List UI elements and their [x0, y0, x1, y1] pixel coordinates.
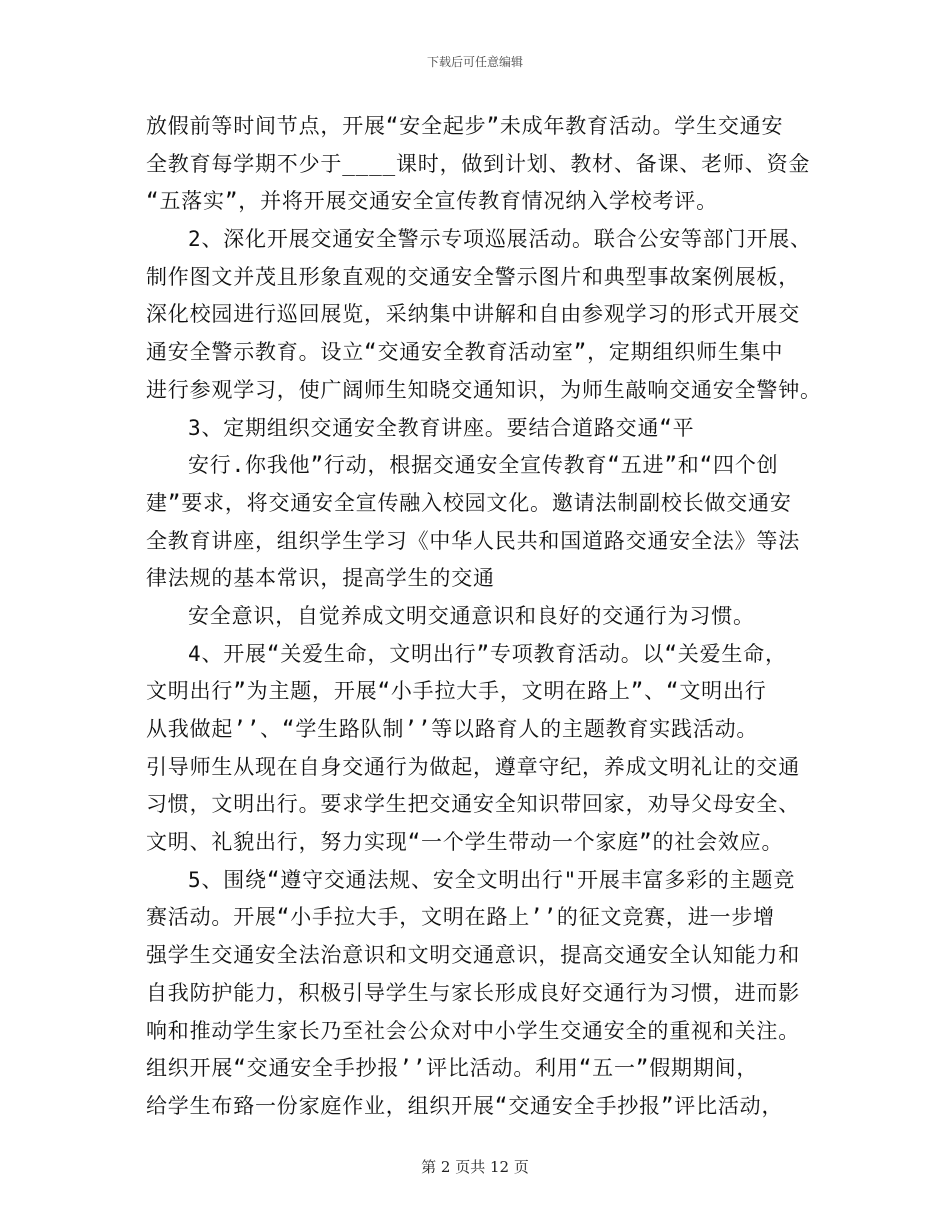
paragraph-4-start: 4、开展“关爱生命，文明出行”专项教育活动。以“关爱生命，	[188, 641, 787, 666]
page-header: 下载后可任意编辑	[426, 55, 523, 69]
text-line: 习惯，文明出行。要求学生把交通安全知识带回家，劝导父母安全、	[146, 792, 800, 817]
text-line: 文明出行”为主题，开展“小手拉大手，文明在路上”、“文明出行	[146, 679, 767, 704]
text-line: 自我防护能力，积极引导学生与家长形成良好交通行为习惯，进而影	[146, 980, 800, 1005]
body-text	[146, 108, 822, 1126]
text-line: 全教育每学期不少于____课时，做到计划、教材、备课、老师、资金	[146, 151, 811, 176]
text-line: 响和推动学生家长乃至社会公众对中小学生交通安全的重视和关注。	[146, 1018, 800, 1043]
paragraph-2-start: 2、深化开展交通安全警示专项巡展活动。联合公安等部门开展、	[188, 227, 812, 252]
text-line: 安全意识，自觉养成文明交通意识和良好的交通行为习惯。	[188, 603, 755, 628]
text-line: 律法规的基本常识，提高学生的交通	[146, 566, 495, 591]
text-line: 深化校园进行巡回展览，采纳集中讲解和自由参观学习的形式开展交	[146, 302, 800, 327]
text-line: 制作图文并茂且形象直观的交通安全警示图片和典型事故案例展板，	[146, 264, 800, 289]
paragraph-3-start: 3、定期组织交通安全教育讲座。要结合道路交通“平	[188, 415, 695, 440]
text-line: 引导师生从现在自身交通行为做起，遵章守纪，养成文明礼让的交通	[146, 754, 800, 779]
text-line: 建”要求，将交通安全宣传融入校园文化。邀请法制副校长做交通安	[146, 490, 792, 515]
text-line: 组织开展“交通安全手抄报’’评比活动。利用“五一”假期期间，	[146, 1056, 759, 1081]
text-line: 全教育讲座，组织学生学习《中华人民共和国道路交通安全法》等法	[146, 528, 800, 553]
text-line: 进行参观学习，使广阔师生知晓交通知识，为师生敲响交通安全警钟。	[146, 377, 822, 402]
text-line: 强学生交通安全法治意识和文明交通意识，提高交通安全认知能力和	[146, 943, 800, 968]
text-line: 安行.你我他”行动，根据交通安全宣传教育“五进”和“四个创	[188, 453, 779, 478]
text-line: 放假前等时间节点，开展“安全起步”未成年教育活动。学生交通安	[146, 114, 784, 138]
text-line: 文明、礼貌出行，努力实现“一个学生带动一个家庭”的社会效应。	[146, 830, 784, 855]
text-line: 从我做起’’、“学生路队制’’等以路育人的主题教育实践活动。	[146, 717, 759, 741]
text-line: 赛活动。开展“小手拉大手，文明在路上’’的征文竞赛，进一步增	[146, 905, 775, 930]
text-line: “五落实”，并将开展交通安全宣传教育情况纳入学校考评。	[146, 189, 718, 214]
page-number: 第 2 页共 12 页	[421, 1158, 529, 1176]
text-line: 通安全警示教育。设立“交通安全教育活动室”，定期组织师生集中	[146, 340, 784, 365]
text-line: 给学生布臵一份家庭作业，组织开展“交通安全手抄报”评比活动，	[146, 1093, 784, 1118]
paragraph-5-start: 5、围绕“遵守交通法规、安全文明出行"开展丰富多彩的主题竞	[188, 867, 796, 892]
